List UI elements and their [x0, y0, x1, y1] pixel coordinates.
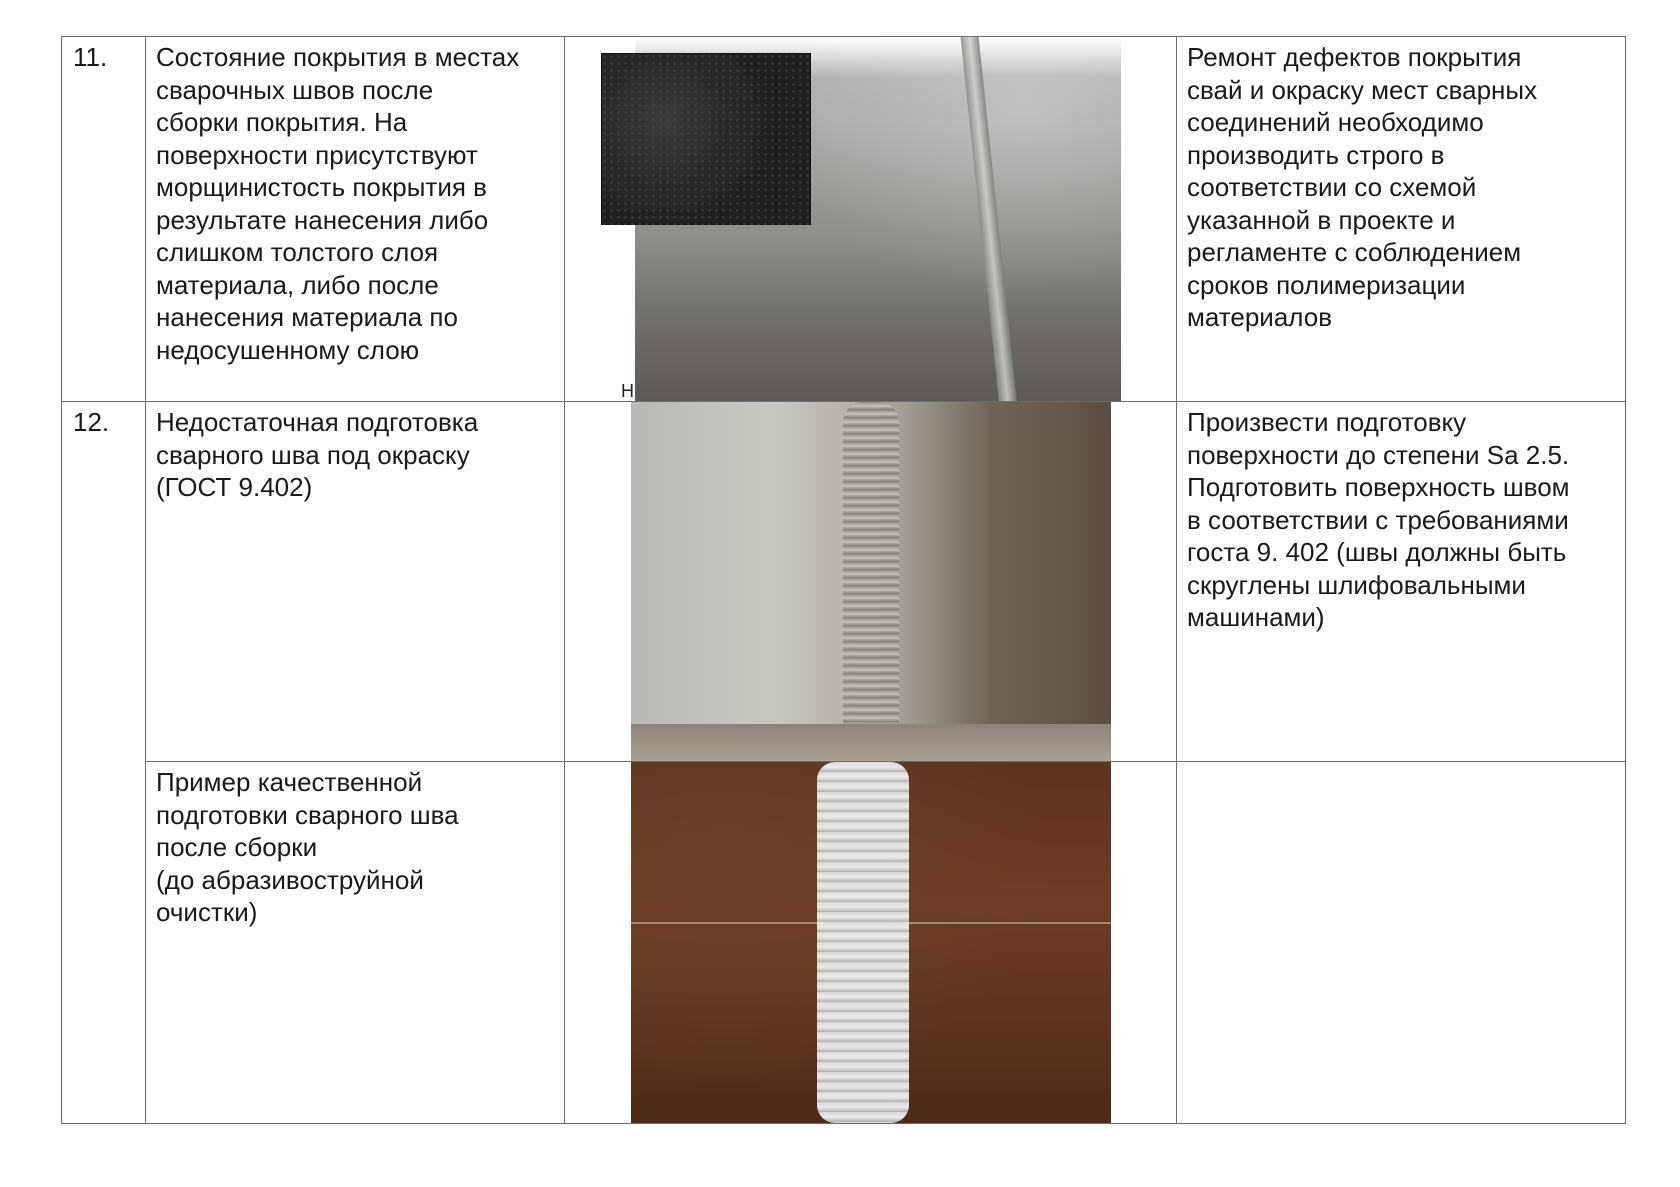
description-line: сборки покрытия. На — [156, 107, 408, 137]
row-number-cell — [62, 402, 146, 1124]
remedy-line: соединений необходимо — [1187, 107, 1484, 137]
remedy-line: машинами) — [1187, 602, 1325, 632]
description-text — [146, 37, 564, 366]
remedy-line: материалов — [1187, 302, 1333, 332]
remedy-cell — [1177, 762, 1626, 1124]
table-row — [62, 402, 1626, 762]
description-line: морщинистость покрытия в — [156, 172, 487, 202]
row-number-cell — [62, 37, 146, 402]
good-weld-prep-photo — [631, 762, 1111, 1123]
row-number: 11. — [73, 42, 108, 72]
remedy-line: Ремонт дефектов покрытия — [1187, 42, 1522, 72]
description-line: сварочных швов после — [156, 74, 434, 105]
description-cell — [146, 37, 565, 402]
remedy-cell — [1177, 402, 1626, 762]
remedy-text — [1177, 37, 1625, 334]
photo-cell — [565, 762, 1177, 1124]
description-line: (до абразивоструйной — [156, 864, 424, 895]
remedy-cell — [1177, 37, 1626, 402]
description-line: сварного шва под окраску — [156, 439, 470, 470]
description-line: результате нанесения либо — [156, 204, 489, 235]
description-line: Состояние покрытия в местах — [156, 42, 520, 72]
remedy-line: госта 9. 402 (швы должны быть — [1187, 537, 1567, 567]
description-line: после сборки — [156, 832, 318, 862]
description-line: очистки) — [156, 897, 258, 927]
description-line: Недостаточная подготовка — [156, 407, 479, 437]
remedy-line: поверхности до степени Sa 2.5. — [1187, 439, 1570, 470]
remedy-line: соответствии со схемой — [1187, 172, 1477, 202]
remedy-line: Подготовить поверхность швом — [1187, 472, 1570, 502]
description-text — [146, 402, 564, 504]
remedy-text — [1177, 402, 1625, 634]
remedy-line: в соответствии с требованиями — [1187, 504, 1569, 535]
description-line: поверхности присутствуют — [156, 139, 478, 170]
description-line: материала, либо после — [156, 269, 439, 300]
remedy-line: сроков полимеризации — [1187, 269, 1466, 300]
remedy-line: указанной в проекте и — [1187, 204, 1456, 235]
remedy-line: регламенте с соблюдением — [1187, 237, 1522, 267]
remedy-line: скруглены шлифовальными — [1187, 569, 1526, 600]
description-line: Пример качественной — [156, 767, 423, 797]
coating-closeup-photo — [601, 53, 811, 225]
remedy-line: свай и окраску мест сварных — [1187, 74, 1538, 105]
defects-table — [61, 36, 1626, 1124]
photo-cell — [565, 402, 1177, 762]
weld-seam — [817, 762, 909, 1123]
description-line: недосушенному слою — [156, 334, 420, 365]
description-line: (ГОСТ 9.402) — [156, 472, 313, 502]
description-cell — [146, 762, 565, 1124]
remedy-line: Произвести подготовку — [1187, 407, 1467, 437]
row-number: 12. — [73, 407, 110, 437]
photo-caption-fragment: Н — [621, 381, 634, 401]
description-line: слишком толстого слоя — [156, 237, 439, 267]
poor-weld-prep-photo — [631, 402, 1111, 761]
table-row — [62, 37, 1626, 402]
photo-cell — [565, 37, 1177, 402]
description-text — [146, 762, 564, 929]
remedy-line: производить строго в — [1187, 139, 1445, 170]
table-row — [62, 762, 1626, 1124]
weld-seam — [960, 37, 1019, 401]
description-line: подготовки сварного шва — [156, 799, 459, 830]
description-line: нанесения материала по — [156, 302, 458, 332]
photo-ground — [631, 724, 1111, 761]
weld-seam — [843, 402, 899, 742]
description-cell — [146, 402, 565, 762]
